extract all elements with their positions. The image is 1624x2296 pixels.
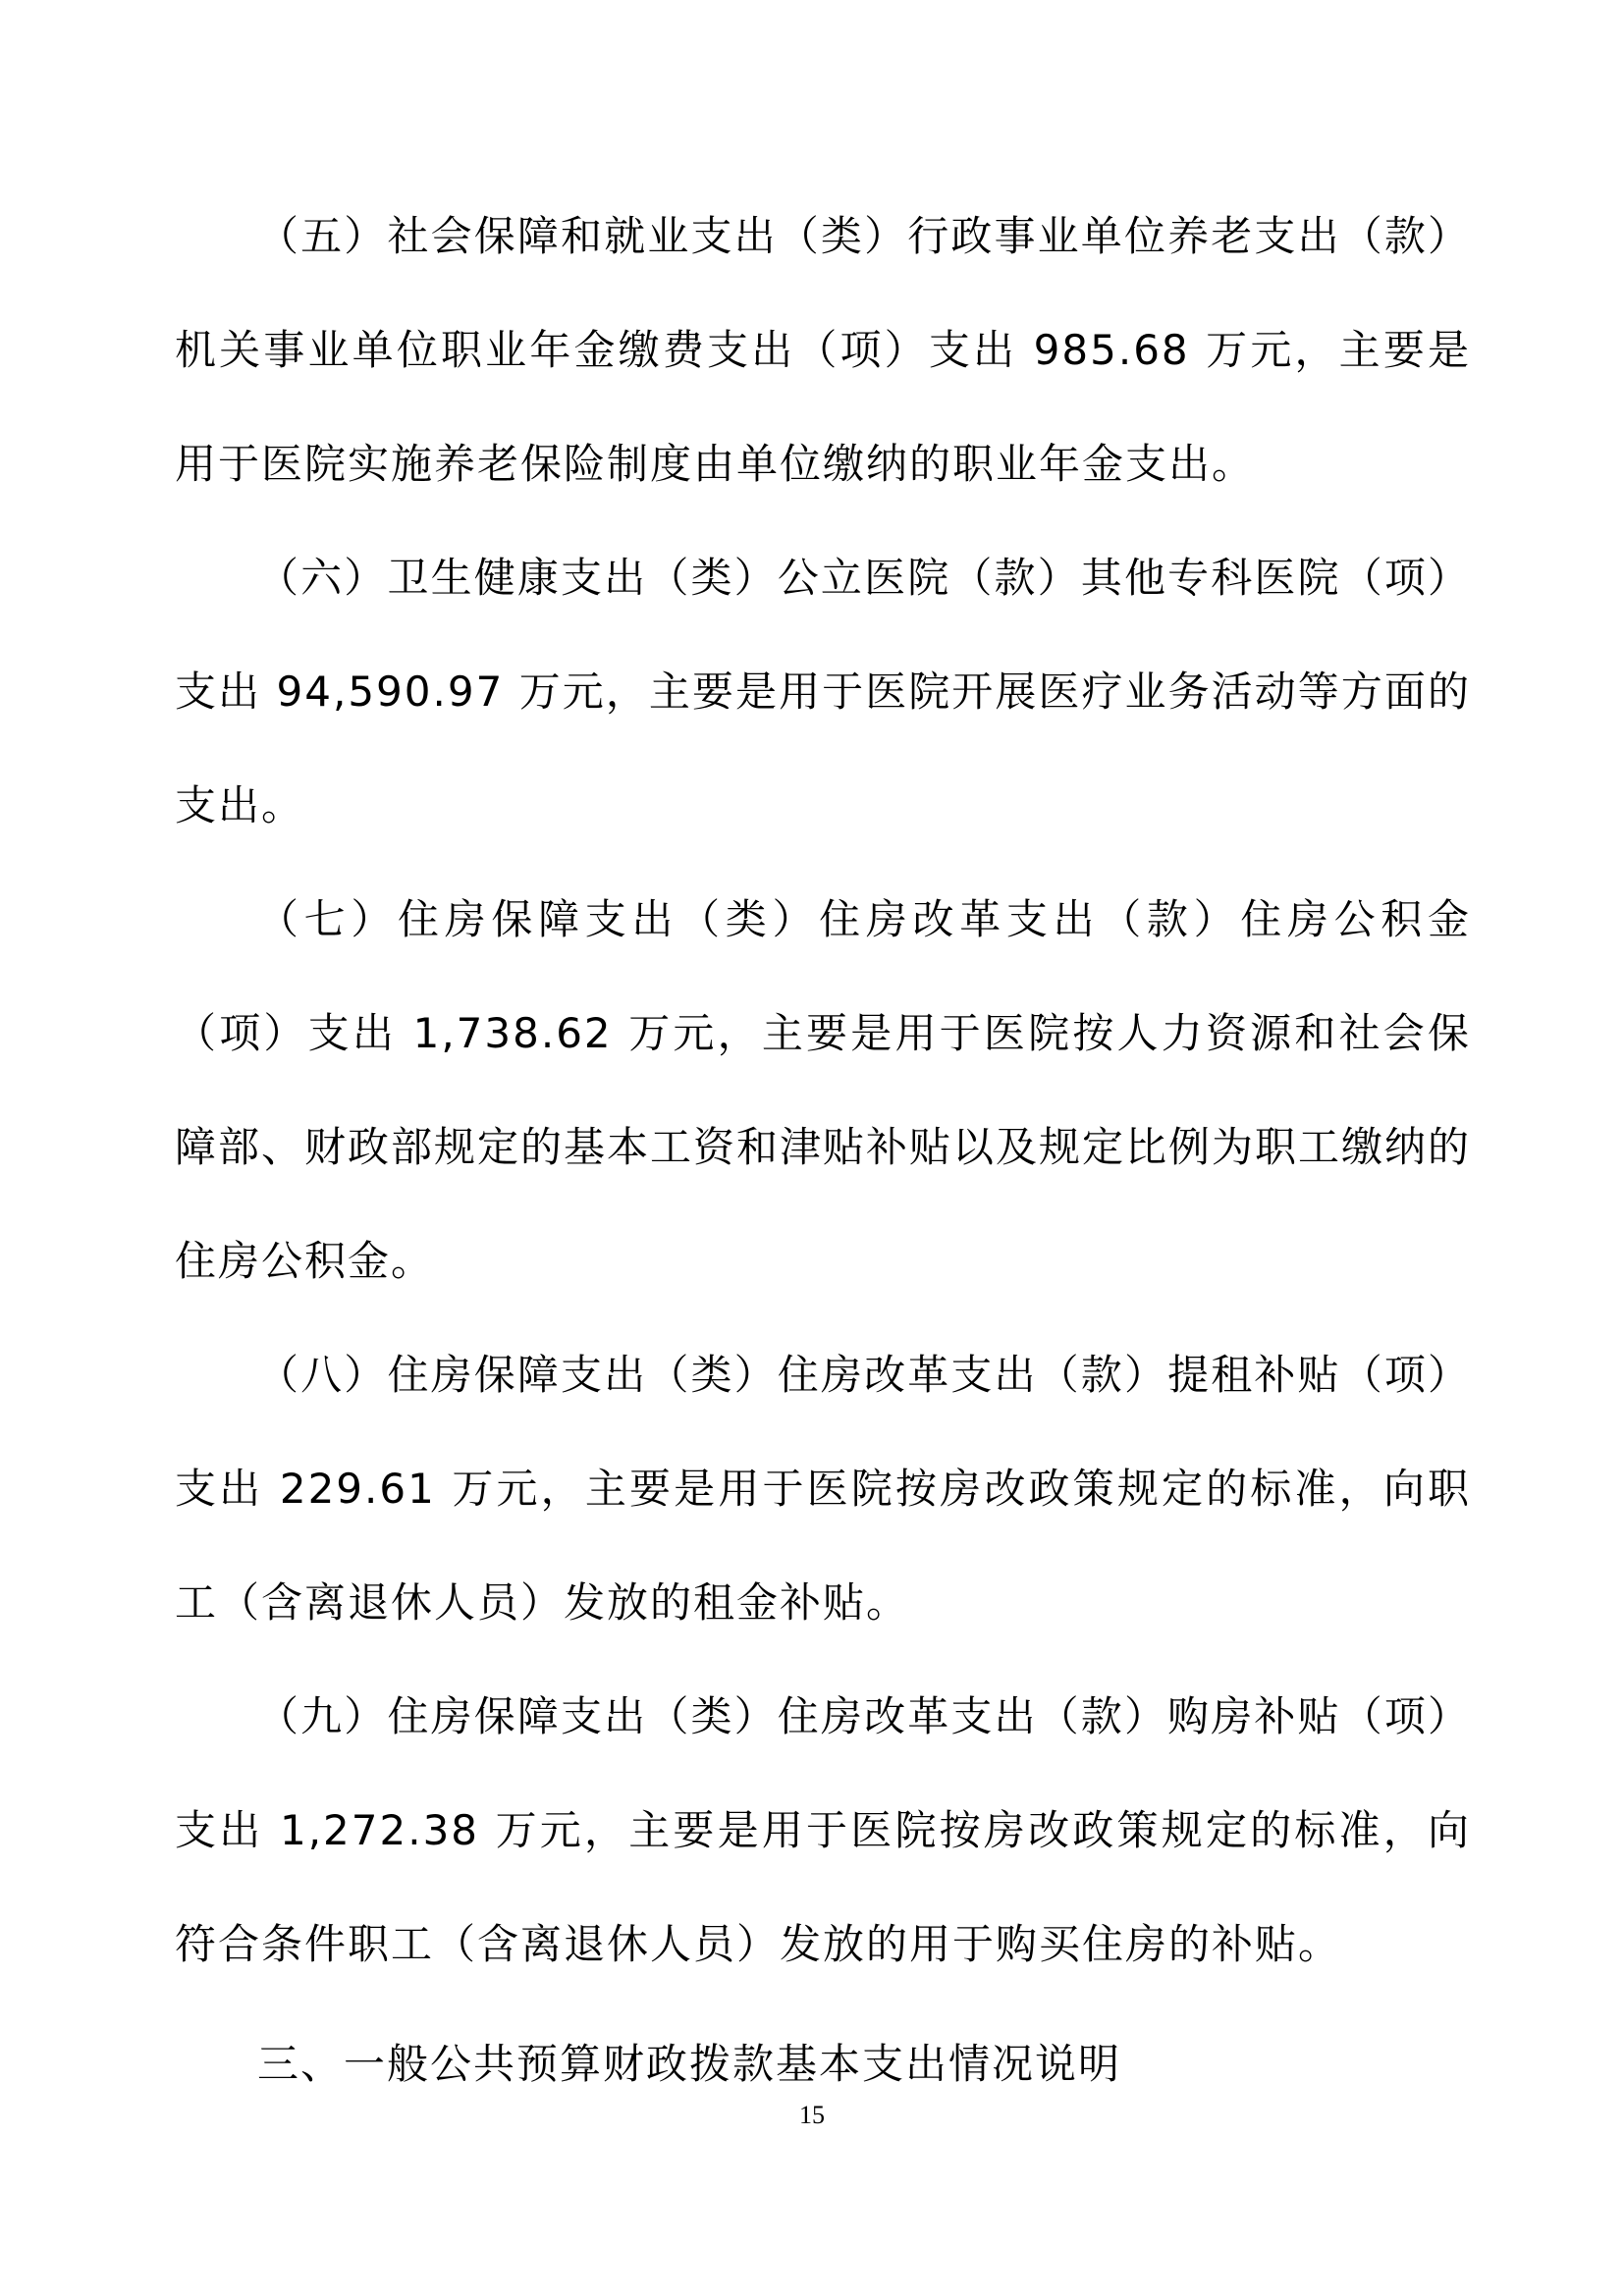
paragraph-8: （八）住房保障支出（类）住房改革支出（款）提租补贴（项）支出 229.61 万元，主要是用于医院按房改政策规定的标准，向职工（含离退休人员）发放的租金补贴。 <box>175 1351 1471 1627</box>
paragraph-6: （六）卫生健康支出（类）公立医院（款）其他专科医院（项）支出 94,590.97 万元，主要是用于医院开展医疗业务活动等方面的支出。 <box>175 554 1471 829</box>
paragraph-9: （九）住房保障支出（类）住房改革支出（款）购房补贴（项）支出 1,272.38 万元，主要是用于医院按房改政策规定的标准，向符合条件职工（含离退休人员）发放的用于购买住房的补贴。 <box>175 1692 1471 1968</box>
paragraph-7: （七）住房保障支出（类）住房改革支出（款）住房公积金（项）支出 1,738.62 万元，主要是用于医院按人力资源和社会保障部、财政部规定的基本工资和津贴补贴以及规定比例为职工缴纳的住房公积金。 <box>175 895 1472 1285</box>
section-heading: 三、一般公共预算财政拨款基本支出情况说明 <box>257 2040 1122 2088</box>
paragraph-5: （五）社会保障和就业支出（类）行政事业单位养老支出（款）机关事业单位职业年金缴费支出（项）支出 985.68 万元，主要是用于医院实施养老保险制度由单位缴纳的职业年金支出。 <box>175 212 1471 488</box>
page-number: 15 <box>799 2101 825 2129</box>
